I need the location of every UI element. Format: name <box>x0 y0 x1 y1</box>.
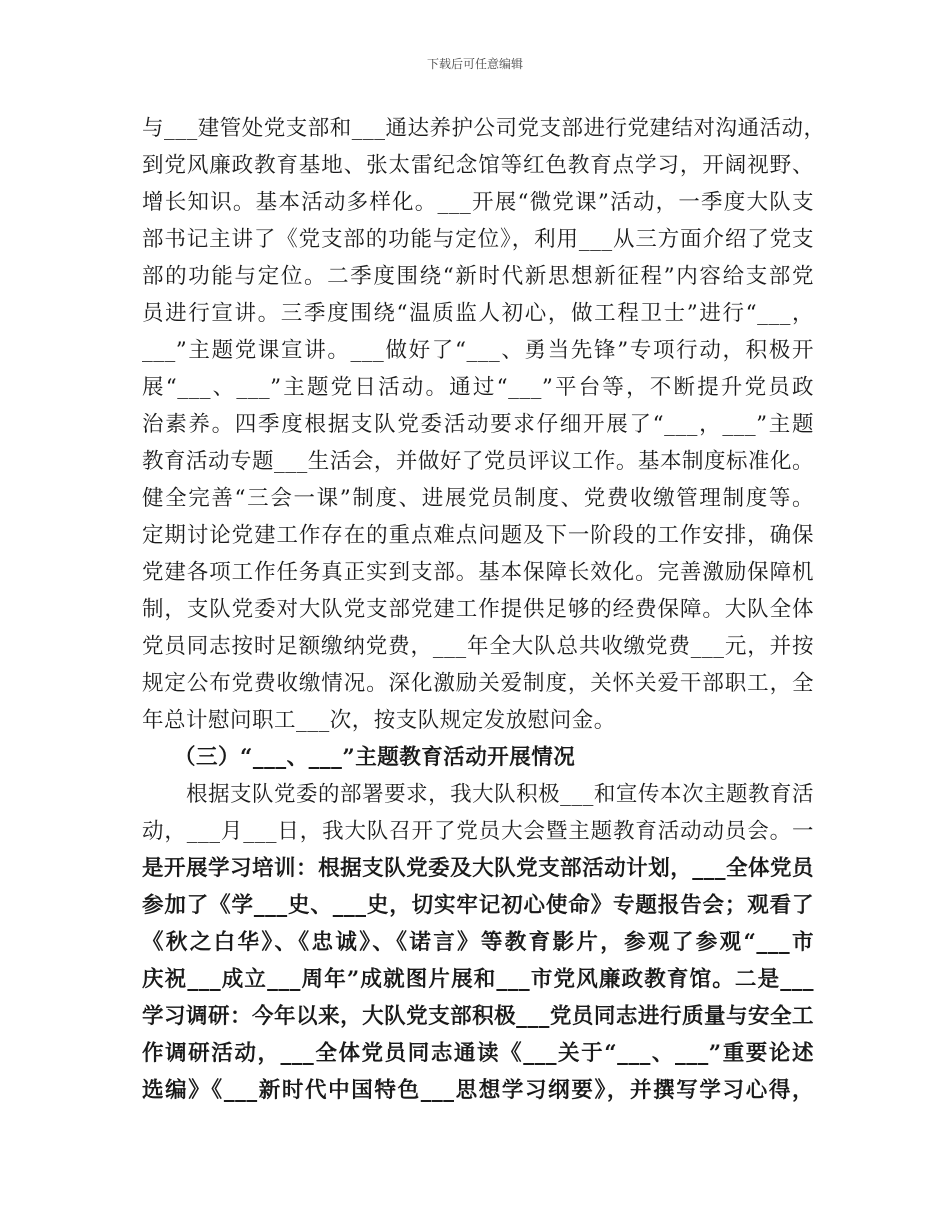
text-line: 到党风廉政教育基地、张太雷纪念馆等红色教育点学习，开阔视野、 <box>142 153 814 178</box>
text-line: 健全完善“三会一课”制度、进展党员制度、党费收缴管理制度等。 <box>142 486 814 511</box>
text-line: 教育活动专题___生活会，并做好了党员评议工作。基本制度标准化。 <box>142 449 814 474</box>
bold-text-line: 是开展学习培训：根据支队党委及大队党支部活动计划，___全体党员 <box>142 856 814 881</box>
text-line: 年总计慰问职工___次，按支队规定发放慰问金。 <box>142 708 616 733</box>
text-line: 党建各项工作任务真正实到支部。基本保障长效化。完善激励保障机 <box>142 560 814 585</box>
text-line: 定期讨论党建工作存在的重点难点问题及下一阶段的工作安排，确保 <box>142 523 814 548</box>
bold-text-line: 作调研活动，___全体党员同志通读《___关于“___、___”重要论述 <box>142 1041 814 1066</box>
text-line: 展“___、___”主题党日活动。通过“___”平台等，不断提升党员政 <box>142 375 814 400</box>
bold-text-line: 选编》《___新时代中国特色___思想学习纲要》，并撰写学习心得， <box>142 1078 814 1103</box>
text-line: 规定公布党费收缴情况。深化激励关爱制度，关怀关爱干部职工，全 <box>142 671 814 696</box>
bold-text-line: 庆祝___成立___周年”成就图片展和___市党风廉政教育馆。二是___ <box>142 967 814 992</box>
document-body <box>142 110 826 1109</box>
text-line: 与___建管处党支部和___通达养护公司党支部进行党建结对沟通活动， <box>142 116 826 141</box>
text-line: 增长知识。基本活动多样化。___开展“微党课”活动，一季度大队支 <box>142 190 814 215</box>
text-line: ___”主题党课宣讲。___做好了“___、勇当先锋”专项行动，积极开 <box>142 338 814 363</box>
text-line: 部书记主讲了《党支部的功能与定位》，利用___从三方面介绍了党支 <box>142 227 814 252</box>
text-line: 部的功能与定位。二季度围绕“新时代新思想新征程”内容给支部党 <box>142 264 814 289</box>
text-line: 根据支队党委的部署要求，我大队积极___和宣传本次主题教育活 <box>186 782 814 807</box>
section-heading: （三）“___、___”主题教育活动开展情况 <box>174 745 576 770</box>
text-line: 制，支队党委对大队党支部党建工作提供足够的经费保障。大队全体 <box>142 597 814 622</box>
bold-text-line: 参加了《学___史、___史，切实牢记初心使命》专题报告会；观看了 <box>142 893 814 918</box>
text-line: 员进行宣讲。三季度围绕“温质监人初心，做工程卫士”进行“___， <box>142 301 814 326</box>
text-line: 党员同志按时足额缴纳党费，___年全大队总共收缴党费___元，并按 <box>142 634 814 659</box>
header-note: 下载后可任意编辑 <box>426 57 523 71</box>
bold-text-line: 学习调研：今年以来，大队党支部积极___党员同志进行质量与安全工 <box>142 1004 814 1029</box>
text-line: 治素养。四季度根据支队党委活动要求仔细开展了“___，___”主题 <box>142 412 814 437</box>
bold-text-line: 《秋之白华》、《忠诚》、《诺言》等教育影片，参观了参观“___市 <box>142 930 814 955</box>
text-line: 动，___月___日，我大队召开了党员大会暨主题教育活动动员会。一 <box>142 819 814 844</box>
